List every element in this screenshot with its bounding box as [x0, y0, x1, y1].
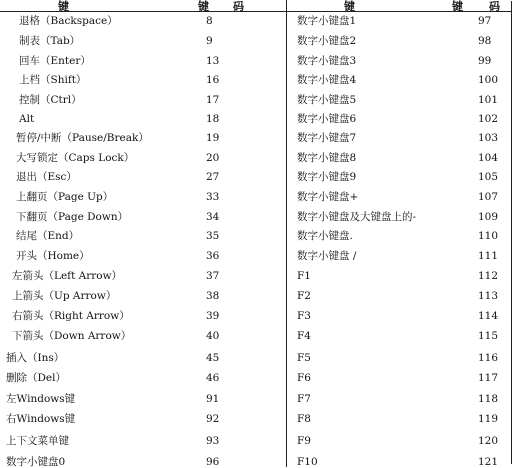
right-key-label: F9 [297, 435, 311, 447]
right-key-label: 数字小键盘. [297, 230, 353, 242]
left-key-code: 40 [206, 330, 220, 342]
right-key-code: 99 [478, 55, 492, 67]
left-key-code: 18 [206, 113, 220, 125]
right-key-label: F4 [297, 330, 311, 342]
left-key-code: 33 [206, 191, 220, 203]
left-key-label: 右Windows键 [6, 413, 76, 425]
column-divider [286, 0, 287, 467]
left-code-header-char1: 键 [198, 0, 210, 13]
left-key-label: 数字小键盘0 [6, 456, 66, 468]
left-key-code: 16 [206, 74, 220, 86]
right-key-label: 数字小键盘5 [297, 94, 357, 106]
right-key-label: F7 [297, 393, 311, 405]
right-key-code: 104 [478, 152, 499, 164]
right-key-code: 97 [478, 15, 492, 27]
right-key-code: 100 [478, 74, 499, 86]
right-key-code: 111 [478, 250, 499, 262]
right-key-label: F6 [297, 372, 311, 384]
left-code-header-char2: 码 [233, 0, 245, 13]
left-key-code: 39 [206, 310, 220, 322]
right-key-code: 112 [478, 270, 499, 282]
right-key-label: F5 [297, 352, 311, 364]
right-key-label: F1 [297, 270, 311, 282]
left-key-label: 开头（Home） [16, 250, 90, 262]
left-key-label: 下箭头（Down Arrow） [12, 330, 132, 342]
right-key-label: F8 [297, 413, 311, 425]
left-key-code: 37 [206, 270, 220, 282]
left-key-code: 9 [206, 35, 213, 47]
left-key-label: 结尾（End） [16, 230, 80, 242]
right-key-label: 数字小键盘1 [297, 15, 357, 27]
right-key-label: F10 [297, 456, 318, 468]
left-key-label: Alt [19, 113, 35, 125]
right-key-label: F2 [297, 290, 311, 302]
left-key-label: 控制（Ctrl） [19, 94, 82, 106]
left-key-code: 36 [206, 250, 220, 262]
right-key-code: 119 [478, 413, 499, 425]
right-key-code: 120 [478, 435, 499, 447]
right-key-label: 数字小键盘及大键盘上的- [297, 211, 417, 223]
left-key-label: 回车（Enter） [19, 55, 91, 67]
left-key-label: 左箭头（Left Arrow） [12, 270, 123, 282]
left-key-code: 19 [206, 132, 220, 144]
left-key-label: 上翻页（Page Up） [16, 191, 114, 203]
right-key-header: 键 [344, 0, 356, 13]
right-key-label: 数字小键盘6 [297, 113, 357, 125]
right-code-header-char2: 码 [489, 0, 501, 13]
header-rule [0, 11, 512, 12]
right-key-code: 109 [478, 211, 499, 223]
right-key-label: 数字小键盘4 [297, 74, 357, 86]
left-key-code: 17 [206, 94, 220, 106]
right-key-label: 数字小键盘8 [297, 152, 357, 164]
right-key-code: 117 [478, 372, 499, 384]
right-key-code: 101 [478, 94, 499, 106]
left-key-code: 91 [206, 393, 220, 405]
right-key-label: 数字小键盘7 [297, 132, 357, 144]
left-key-label: 左Windows键 [6, 393, 76, 405]
right-key-label: 数字小键盘2 [297, 35, 357, 47]
right-key-code: 110 [478, 230, 499, 242]
left-key-label: 删除（Del） [6, 372, 66, 384]
left-key-code: 45 [206, 352, 220, 364]
left-key-label: 上箭头（Up Arrow） [12, 290, 117, 302]
left-key-code: 38 [206, 290, 220, 302]
right-key-code: 114 [478, 310, 499, 322]
right-key-code: 115 [478, 330, 499, 342]
right-key-label: F3 [297, 310, 311, 322]
left-key-label: 上档（Shift） [19, 74, 87, 86]
left-key-label: 下翻页（Page Down） [16, 211, 129, 223]
left-key-code: 96 [206, 456, 220, 468]
right-key-code: 103 [478, 132, 499, 144]
right-key-label: 数字小键盘9 [297, 171, 357, 183]
right-key-code: 105 [478, 171, 499, 183]
right-key-code: 121 [478, 456, 499, 468]
left-key-label: 上下文菜单键 [6, 435, 69, 447]
left-key-code: 34 [206, 211, 220, 223]
left-key-code: 27 [206, 171, 220, 183]
right-key-code: 107 [478, 191, 499, 203]
left-key-label: 大写锁定（Caps Lock） [16, 152, 135, 164]
left-key-code: 35 [206, 230, 220, 242]
left-key-code: 93 [206, 435, 220, 447]
left-key-header: 键 [58, 0, 70, 13]
right-key-label: 数字小键盘 / [297, 250, 357, 262]
left-key-label: 退出（Esc） [16, 171, 77, 183]
right-key-code: 113 [478, 290, 499, 302]
right-key-code: 116 [478, 352, 499, 364]
left-key-code: 92 [206, 413, 220, 425]
right-key-code: 102 [478, 113, 499, 125]
right-key-label: 数字小键盘3 [297, 55, 357, 67]
left-key-label: 制表（Tab） [19, 35, 81, 47]
left-key-label: 退格（Backspace） [19, 15, 118, 27]
right-key-code: 118 [478, 393, 499, 405]
right-code-header-char1: 键 [452, 0, 464, 13]
right-key-label: 数字小键盘+ [297, 191, 359, 203]
left-key-label: 右箭头（Right Arrow） [12, 310, 130, 322]
right-key-code: 98 [478, 35, 492, 47]
left-key-code: 8 [206, 15, 213, 27]
left-key-code: 20 [206, 152, 220, 164]
left-key-label: 插入（Ins） [6, 352, 65, 364]
left-key-label: 暂停/中断（Pause/Break） [16, 132, 149, 144]
left-key-code: 13 [206, 55, 220, 67]
left-key-code: 46 [206, 372, 220, 384]
